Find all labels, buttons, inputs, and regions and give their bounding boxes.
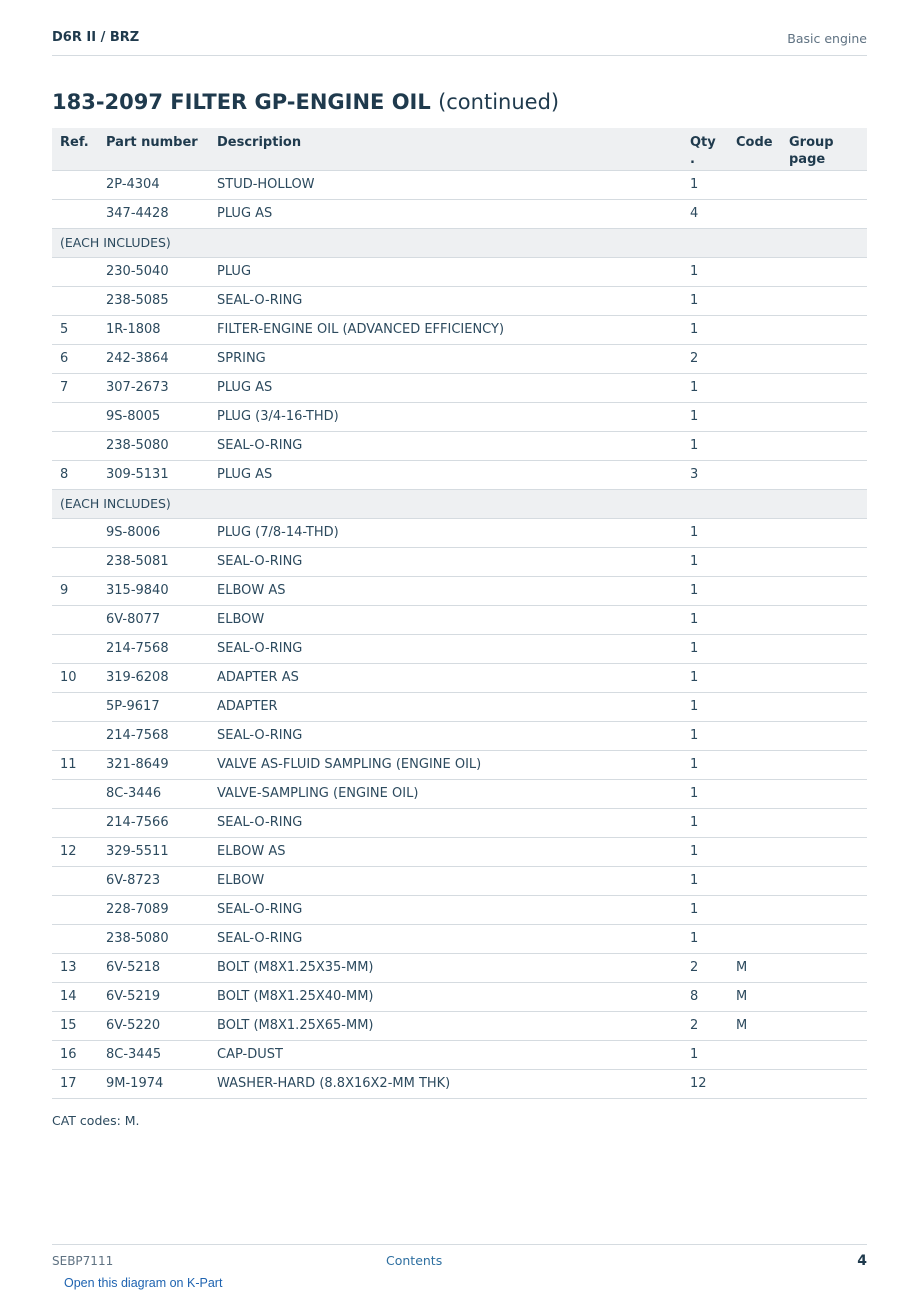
cell-group-page bbox=[781, 895, 867, 924]
cell-ref bbox=[52, 779, 98, 808]
table-note-row bbox=[52, 489, 867, 518]
cell-part-number: 6V-5219 bbox=[98, 982, 209, 1011]
col-header-code: Code bbox=[728, 128, 781, 170]
cell-description: SEAL-O-RING bbox=[209, 431, 682, 460]
cell-note: (EACH INCLUDES) bbox=[52, 228, 867, 257]
table-row bbox=[52, 460, 867, 489]
cell-description: SEAL-O-RING bbox=[209, 808, 682, 837]
cell-ref bbox=[52, 402, 98, 431]
cell-qty: 1 bbox=[682, 895, 728, 924]
table-row bbox=[52, 721, 867, 750]
cell-qty: 3 bbox=[682, 460, 728, 489]
cell-ref bbox=[52, 170, 98, 199]
cell-part-number: 8C-3445 bbox=[98, 1040, 209, 1069]
cell-group-page bbox=[781, 1040, 867, 1069]
cell-group-page bbox=[781, 837, 867, 866]
cell-description: VALVE-SAMPLING (ENGINE OIL) bbox=[209, 779, 682, 808]
cell-part-number: 319-6208 bbox=[98, 663, 209, 692]
cell-description: SEAL-O-RING bbox=[209, 286, 682, 315]
cell-part-number: 309-5131 bbox=[98, 460, 209, 489]
table-row bbox=[52, 750, 867, 779]
cell-part-number: 9S-8006 bbox=[98, 518, 209, 547]
cell-code bbox=[728, 460, 781, 489]
cell-group-page bbox=[781, 953, 867, 982]
cell-group-page bbox=[781, 199, 867, 228]
table-row bbox=[52, 837, 867, 866]
table-row bbox=[52, 547, 867, 576]
cell-code bbox=[728, 431, 781, 460]
cell-code bbox=[728, 576, 781, 605]
cell-code bbox=[728, 692, 781, 721]
table-row bbox=[52, 315, 867, 344]
cell-qty: 1 bbox=[682, 837, 728, 866]
page-title bbox=[52, 90, 559, 114]
cell-qty: 8 bbox=[682, 982, 728, 1011]
cell-part-number: 315-9840 bbox=[98, 576, 209, 605]
cell-code bbox=[728, 1069, 781, 1098]
cell-qty: 1 bbox=[682, 315, 728, 344]
table-row bbox=[52, 895, 867, 924]
cell-qty: 1 bbox=[682, 286, 728, 315]
table-row bbox=[52, 1040, 867, 1069]
cell-code bbox=[728, 779, 781, 808]
table-row bbox=[52, 924, 867, 953]
cell-code bbox=[728, 1040, 781, 1069]
cell-ref: 9 bbox=[52, 576, 98, 605]
cell-group-page bbox=[781, 518, 867, 547]
cell-description: SEAL-O-RING bbox=[209, 547, 682, 576]
cell-description: SEAL-O-RING bbox=[209, 721, 682, 750]
cell-ref: 16 bbox=[52, 1040, 98, 1069]
cell-qty: 1 bbox=[682, 866, 728, 895]
cell-qty: 1 bbox=[682, 779, 728, 808]
cell-code bbox=[728, 373, 781, 402]
cell-group-page bbox=[781, 344, 867, 373]
cell-description: PLUG AS bbox=[209, 460, 682, 489]
table-row bbox=[52, 257, 867, 286]
cell-code bbox=[728, 547, 781, 576]
cell-part-number: 5P-9617 bbox=[98, 692, 209, 721]
model-label: D6R II / BRZ bbox=[52, 30, 140, 45]
cell-description: ELBOW AS bbox=[209, 576, 682, 605]
table-row bbox=[52, 866, 867, 895]
cell-part-number: 214-7566 bbox=[98, 808, 209, 837]
table-row bbox=[52, 808, 867, 837]
cell-qty: 1 bbox=[682, 518, 728, 547]
cell-group-page bbox=[781, 866, 867, 895]
table-row bbox=[52, 663, 867, 692]
cell-qty: 1 bbox=[682, 924, 728, 953]
cell-description: CAP-DUST bbox=[209, 1040, 682, 1069]
cell-group-page bbox=[781, 431, 867, 460]
cell-description: ELBOW AS bbox=[209, 837, 682, 866]
cell-code bbox=[728, 199, 781, 228]
cell-part-number: 6V-8723 bbox=[98, 866, 209, 895]
cell-code bbox=[728, 866, 781, 895]
cell-description: SEAL-O-RING bbox=[209, 634, 682, 663]
cell-ref bbox=[52, 924, 98, 953]
cell-part-number: 230-5040 bbox=[98, 257, 209, 286]
table-row bbox=[52, 692, 867, 721]
cell-ref bbox=[52, 634, 98, 663]
cell-group-page bbox=[781, 402, 867, 431]
cell-ref bbox=[52, 286, 98, 315]
cell-qty: 1 bbox=[682, 257, 728, 286]
table-row bbox=[52, 402, 867, 431]
cell-ref: 8 bbox=[52, 460, 98, 489]
section-label: Basic engine bbox=[787, 31, 867, 46]
cell-description: PLUG (3/4-16-THD) bbox=[209, 402, 682, 431]
cell-code bbox=[728, 518, 781, 547]
cell-code bbox=[728, 837, 781, 866]
table-row bbox=[52, 170, 867, 199]
col-header-part-number: Part number bbox=[98, 128, 209, 170]
cell-ref: 12 bbox=[52, 837, 98, 866]
cell-qty: 1 bbox=[682, 1040, 728, 1069]
cell-description: BOLT (M8X1.25X35-MM) bbox=[209, 953, 682, 982]
cell-group-page bbox=[781, 315, 867, 344]
cell-code bbox=[728, 808, 781, 837]
cell-ref: 7 bbox=[52, 373, 98, 402]
cell-ref bbox=[52, 808, 98, 837]
cell-part-number: 1R-1808 bbox=[98, 315, 209, 344]
cell-description: PLUG AS bbox=[209, 199, 682, 228]
cell-code bbox=[728, 286, 781, 315]
cell-description: SPRING bbox=[209, 344, 682, 373]
cell-part-number: 238-5081 bbox=[98, 547, 209, 576]
cell-qty: 2 bbox=[682, 953, 728, 982]
cell-group-page bbox=[781, 808, 867, 837]
col-header-qty: Qty . bbox=[682, 128, 728, 170]
cell-part-number: 6V-5220 bbox=[98, 1011, 209, 1040]
table-row bbox=[52, 953, 867, 982]
cell-group-page bbox=[781, 605, 867, 634]
cell-code bbox=[728, 344, 781, 373]
table-row bbox=[52, 373, 867, 402]
table-row bbox=[52, 634, 867, 663]
cell-qty: 1 bbox=[682, 808, 728, 837]
table-header-row bbox=[52, 128, 867, 170]
cell-part-number: 2P-4304 bbox=[98, 170, 209, 199]
cell-qty: 2 bbox=[682, 344, 728, 373]
cell-group-page bbox=[781, 692, 867, 721]
cell-part-number: 214-7568 bbox=[98, 634, 209, 663]
cell-description: STUD-HOLLOW bbox=[209, 170, 682, 199]
parts-table-body bbox=[52, 170, 867, 1098]
cell-group-page bbox=[781, 576, 867, 605]
table-row bbox=[52, 518, 867, 547]
cell-part-number: 9S-8005 bbox=[98, 402, 209, 431]
cell-ref: 14 bbox=[52, 982, 98, 1011]
cell-part-number: 321-8649 bbox=[98, 750, 209, 779]
cell-part-number: 329-5511 bbox=[98, 837, 209, 866]
cell-qty: 1 bbox=[682, 663, 728, 692]
cell-qty: 1 bbox=[682, 373, 728, 402]
cell-group-page bbox=[781, 257, 867, 286]
cell-part-number: 238-5080 bbox=[98, 431, 209, 460]
cell-group-page bbox=[781, 1069, 867, 1098]
col-header-group-page: Group page bbox=[781, 128, 867, 170]
cell-ref: 17 bbox=[52, 1069, 98, 1098]
document-id: SEBP7111 bbox=[52, 1254, 114, 1268]
cell-ref bbox=[52, 866, 98, 895]
cell-ref: 5 bbox=[52, 315, 98, 344]
cell-part-number: 8C-3446 bbox=[98, 779, 209, 808]
cell-qty: 1 bbox=[682, 605, 728, 634]
cell-code bbox=[728, 924, 781, 953]
cell-description: WASHER-HARD (8.8X16X2-MM THK) bbox=[209, 1069, 682, 1098]
cell-part-number: 6V-8077 bbox=[98, 605, 209, 634]
cell-qty: 1 bbox=[682, 431, 728, 460]
cell-code: M bbox=[728, 1011, 781, 1040]
cell-ref bbox=[52, 431, 98, 460]
cell-qty: 1 bbox=[682, 170, 728, 199]
cell-description: ADAPTER bbox=[209, 692, 682, 721]
table-row bbox=[52, 344, 867, 373]
cell-ref bbox=[52, 895, 98, 924]
cell-group-page bbox=[781, 721, 867, 750]
cell-description: BOLT (M8X1.25X65-MM) bbox=[209, 1011, 682, 1040]
cell-ref: 11 bbox=[52, 750, 98, 779]
cell-ref bbox=[52, 605, 98, 634]
table-row bbox=[52, 1069, 867, 1098]
cell-group-page bbox=[781, 1011, 867, 1040]
cell-code bbox=[728, 663, 781, 692]
table-note-row bbox=[52, 228, 867, 257]
cell-ref bbox=[52, 257, 98, 286]
cell-group-page bbox=[781, 779, 867, 808]
cell-ref: 13 bbox=[52, 953, 98, 982]
cell-group-page bbox=[781, 547, 867, 576]
cell-part-number: 9M-1974 bbox=[98, 1069, 209, 1098]
cell-code bbox=[728, 750, 781, 779]
cell-ref bbox=[52, 547, 98, 576]
cell-group-page bbox=[781, 286, 867, 315]
cell-part-number: 238-5085 bbox=[98, 286, 209, 315]
cell-group-page bbox=[781, 170, 867, 199]
cell-code bbox=[728, 895, 781, 924]
cell-code: M bbox=[728, 953, 781, 982]
cell-description: SEAL-O-RING bbox=[209, 924, 682, 953]
cell-ref bbox=[52, 518, 98, 547]
cell-code: M bbox=[728, 982, 781, 1011]
cell-description: BOLT (M8X1.25X40-MM) bbox=[209, 982, 682, 1011]
cell-part-number: 214-7568 bbox=[98, 721, 209, 750]
cell-description: PLUG (7/8-14-THD) bbox=[209, 518, 682, 547]
cell-qty: 1 bbox=[682, 750, 728, 779]
cell-description: VALVE AS-FLUID SAMPLING (ENGINE OIL) bbox=[209, 750, 682, 779]
cell-qty: 12 bbox=[682, 1069, 728, 1098]
kpart-diagram-link[interactable]: Open this diagram on K-Part bbox=[64, 1276, 223, 1290]
cell-ref: 15 bbox=[52, 1011, 98, 1040]
cell-qty: 2 bbox=[682, 1011, 728, 1040]
cell-description: FILTER-ENGINE OIL (ADVANCED EFFICIENCY) bbox=[209, 315, 682, 344]
cell-group-page bbox=[781, 634, 867, 663]
cell-qty: 1 bbox=[682, 721, 728, 750]
cell-ref bbox=[52, 692, 98, 721]
cell-ref: 6 bbox=[52, 344, 98, 373]
cell-ref bbox=[52, 721, 98, 750]
col-header-description: Description bbox=[209, 128, 682, 170]
cell-qty: 1 bbox=[682, 402, 728, 431]
table-row bbox=[52, 576, 867, 605]
cell-group-page bbox=[781, 982, 867, 1011]
cell-part-number: 228-7089 bbox=[98, 895, 209, 924]
cell-description: ELBOW bbox=[209, 605, 682, 634]
cell-qty: 1 bbox=[682, 547, 728, 576]
cell-code bbox=[728, 257, 781, 286]
cell-ref: 10 bbox=[52, 663, 98, 692]
cell-description: PLUG bbox=[209, 257, 682, 286]
table-row bbox=[52, 1011, 867, 1040]
cell-group-page bbox=[781, 373, 867, 402]
cat-codes-note: CAT codes: M. bbox=[52, 1113, 140, 1128]
title-suffix: (continued) bbox=[438, 90, 560, 114]
cell-qty: 1 bbox=[682, 692, 728, 721]
contents-link[interactable]: Contents bbox=[386, 1253, 443, 1268]
cell-group-page bbox=[781, 460, 867, 489]
cell-qty: 1 bbox=[682, 576, 728, 605]
cell-code bbox=[728, 315, 781, 344]
table-row bbox=[52, 982, 867, 1011]
cell-part-number: 242-3864 bbox=[98, 344, 209, 373]
cell-code bbox=[728, 605, 781, 634]
cell-part-number: 307-2673 bbox=[98, 373, 209, 402]
cell-part-number: 6V-5218 bbox=[98, 953, 209, 982]
col-header-ref: Ref. bbox=[52, 128, 98, 170]
cell-group-page bbox=[781, 663, 867, 692]
cell-description: SEAL-O-RING bbox=[209, 895, 682, 924]
cell-group-page bbox=[781, 924, 867, 953]
cell-qty: 1 bbox=[682, 634, 728, 663]
table-row bbox=[52, 431, 867, 460]
table-row bbox=[52, 199, 867, 228]
cell-note: (EACH INCLUDES) bbox=[52, 489, 867, 518]
cell-group-page bbox=[781, 750, 867, 779]
table-row bbox=[52, 286, 867, 315]
cell-description: ADAPTER AS bbox=[209, 663, 682, 692]
cell-part-number: 238-5080 bbox=[98, 924, 209, 953]
parts-table bbox=[52, 128, 867, 1099]
cell-description: ELBOW bbox=[209, 866, 682, 895]
cell-code bbox=[728, 634, 781, 663]
page-number: 4 bbox=[857, 1253, 867, 1269]
page-header bbox=[52, 28, 867, 56]
page-footer bbox=[52, 1244, 867, 1275]
table-row bbox=[52, 605, 867, 634]
cell-ref bbox=[52, 199, 98, 228]
cell-code bbox=[728, 170, 781, 199]
cell-description: PLUG AS bbox=[209, 373, 682, 402]
cell-part-number: 347-4428 bbox=[98, 199, 209, 228]
table-row bbox=[52, 779, 867, 808]
cell-code bbox=[728, 402, 781, 431]
cell-code bbox=[728, 721, 781, 750]
cell-qty: 4 bbox=[682, 199, 728, 228]
title-main: 183-2097 FILTER GP-ENGINE OIL bbox=[52, 90, 431, 114]
